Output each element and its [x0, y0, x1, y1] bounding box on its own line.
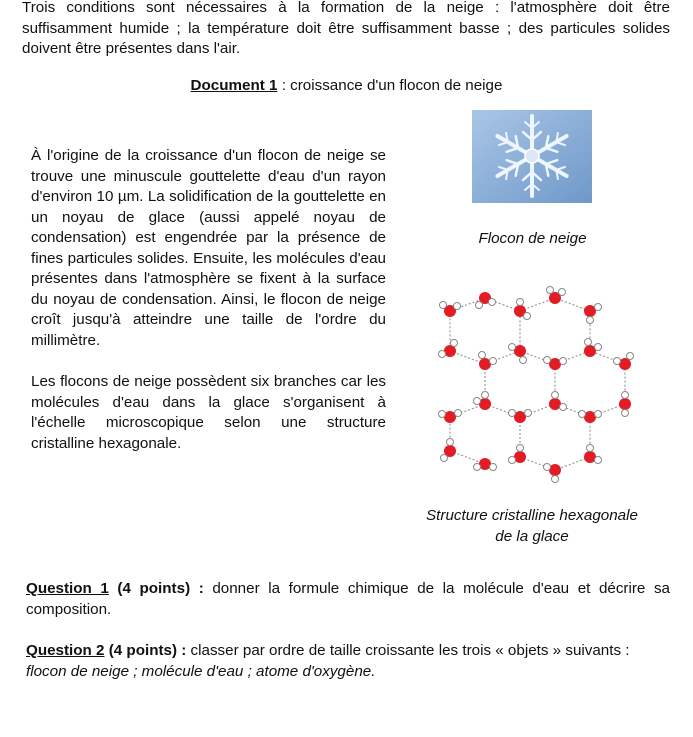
question-2-text: classer par ordre de taille croissante les trois « objets » suivants :	[186, 642, 630, 659]
snowflake-image	[472, 110, 592, 203]
document-paragraph-1: À l'origine de la croissance d'un flocon de neige se trouve une minuscule gouttelette d'eau d'un rayon d'environ 10 µm. La solidification de la gouttelette en un noyau de glace (aussi appelé noyau de condensation) est engendrée par la présence de fines particules solides. Ensuite, les molécules d'eau présentes dans l'atmosphère se fixent à la surface du noyau de condensation. Ainsi, le flocon de neige croît jusqu'à atteindre une taille de l'ordre du millimètre.	[31, 147, 386, 349]
document-separator: :	[277, 77, 291, 94]
question-2-objects: flocon de neige ; molécule d'eau ; atome d'oxygène.	[26, 662, 376, 680]
intro-paragraph: Trois conditions sont nécessaires à la formation de la neige : l'atmosphère doit être suffisamment humide ; la température doit être suffisamment basse ; des particules solides doivent être présentes dans l'air.	[22, 0, 670, 57]
ice-structure-diagram	[430, 266, 640, 491]
document-title	[0, 76, 693, 97]
question-2	[26, 641, 670, 682]
snowflake-caption: Flocon de neige	[478, 230, 587, 247]
ice-structure-caption	[398, 506, 666, 547]
question-2-heading	[26, 642, 186, 659]
question-2-points: (4 points) :	[104, 642, 187, 659]
question-2-label: Question 2	[26, 642, 105, 659]
question-1-label: Question 1	[26, 580, 109, 597]
question-1-heading	[26, 580, 204, 597]
question-1-text: donner la formule chimique de la molécule d'eau et décrire sa composition.	[26, 580, 670, 618]
question-1-points: (4 points) :	[108, 580, 204, 597]
document-paragraph-2: Les flocons de neige possèdent six branches car les molécules d'eau dans la glace s'organisent à l'échelle microscopique selon une structure cristalline hexagonale.	[31, 373, 386, 452]
document-title-text: croissance d'un flocon de neige	[290, 77, 503, 94]
ice-caption-line2: de la glace	[495, 527, 569, 545]
document-label: Document 1	[190, 77, 278, 94]
ice-caption-line1: Structure cristalline hexagonale	[426, 507, 638, 524]
question-1	[26, 579, 670, 620]
